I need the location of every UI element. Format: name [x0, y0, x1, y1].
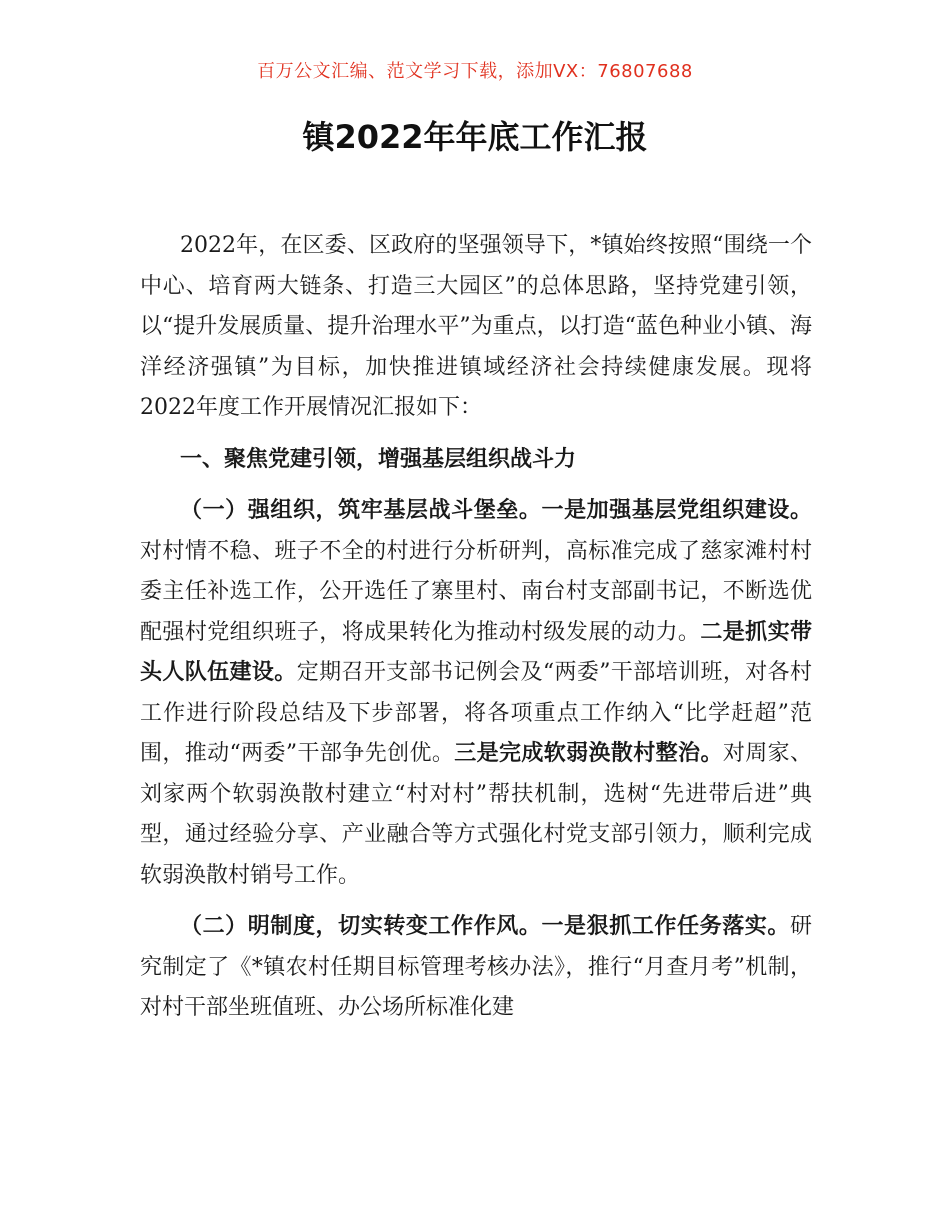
paragraph-organization: [140, 491, 812, 896]
intro-paragraph: 2022年，在区委、区政府的坚强领导下，*镇始终按照“围绕一个中心、培育两大链条、打造三大园区”的总体思路，坚持党建引领，以“提升发展质量、提升治理水平”为重点，以打造“蓝色种业小镇、海洋经济强镇”为目标，加快推进镇域经济社会持续健康发展。现将2022年度工作开展情况汇报如下：: [140, 233, 812, 420]
subsection-lead: （二）明制度，切实转变工作作风。一是狠抓工作任务落实。: [180, 914, 790, 939]
header-note: 百万公文汇编、范文学习下载，添加VX：76807688: [257, 61, 693, 82]
section-heading: 一、聚焦党建引领，增强基层组织战斗力: [180, 446, 577, 472]
point-heading: 三是完成软弱涣散村整治。: [454, 741, 723, 766]
paragraph-system: [140, 907, 812, 1029]
point-heading: 二是抓实带头人队伍建设。: [140, 619, 812, 685]
subsection-lead: （一）强组织，筑牢基层战斗堡垒。一是加强基层党组织建设。: [180, 498, 812, 523]
paragraph-text: 对村情不稳、班子不全的村进行分析研判，高标准完成了慈家滩村村委主任补选工作，公开选任了寨里村、南台村支部副书记，不断选优配强村党组织班子，将成果转化为推动村级发展的动力。: [140, 538, 812, 645]
paragraph-text: 定期召开支部书记例会及“两委”干部培训班，对各村工作进行阶段总结及下步部署，将各项重点工作纳入“比学赶超”范围，推动“两委”干部争先创优。: [140, 660, 812, 766]
paragraph-text: 研究制定了《*镇农村任期目标管理考核办法》，推行“月查月考”机制，对村干部坐班值班、办公场所标准化建: [140, 914, 812, 1020]
document-title: 镇2022年年底工作汇报: [302, 118, 648, 156]
paragraph-text: 对周家、刘家两个软弱涣散村建立“村对村”帮扶机制，选树“先进带后进”典型，通过经验分享、产业融合等方式强化村党支部引领力，顺利完成软弱涣散村销号工作。: [140, 741, 812, 888]
document-body: [140, 226, 812, 1029]
